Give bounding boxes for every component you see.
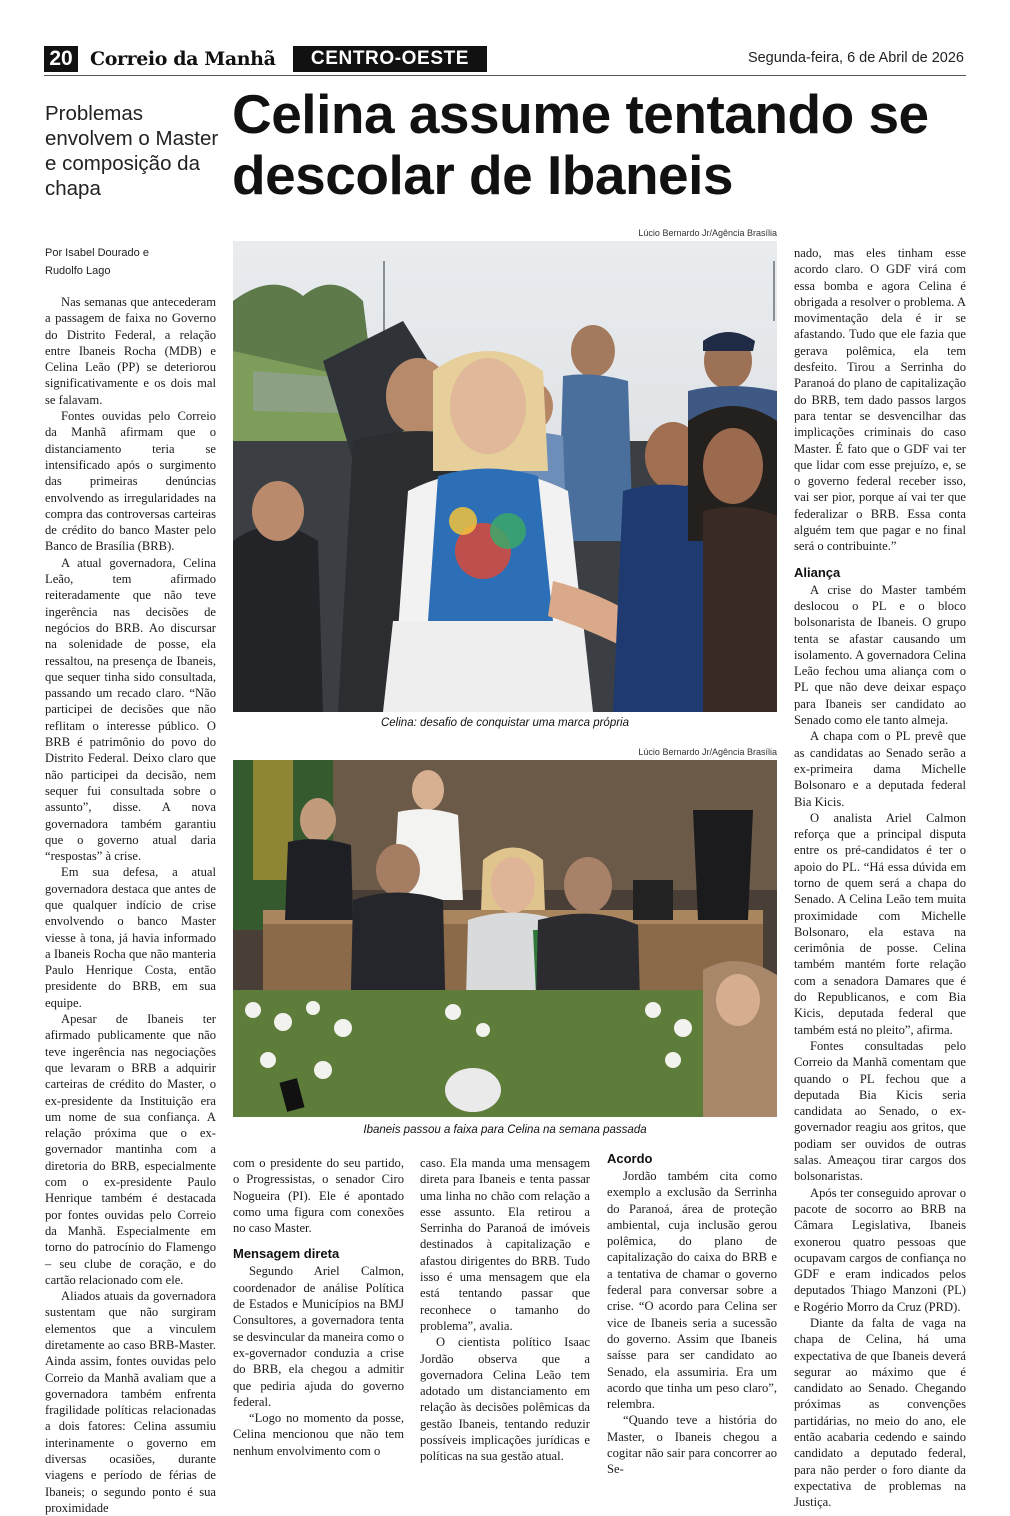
body-paragraph: Diante da falta de vaga na chapa de Celina, há uma expectativa de que Ibaneis deverá segurar ao máximo que é candidato ao Senado. Chegando próximas as convenções partidárias, no meio do ano, ele então acabaria cedendo e saindo candidato a deputado federal, para não perder o foro diante da expectativa de problemas na Justiça. [794, 1316, 966, 1510]
byline-line-2: Rudolfo Lago [45, 265, 111, 277]
masthead-logo: Correio da Manhã [90, 48, 276, 70]
body-paragraph: Fontes consultadas pelo Correio da Manhã comentam que quando o PL fechou que a deputada Bia Kicis seria candidata ao Senado, o ex-governador reagiu aos gritos, que podiam ser ouvidos de outras salas. Ameaçou tirar cargos dos bolsonaristas. [794, 1038, 966, 1184]
body-paragraph: A chapa com o PL prevê que as candidatas ao Senado serão a ex-primeira dama Michelle Bolsonaro e a deputada federal Bia Kicis. [794, 729, 966, 809]
article-column-5 [794, 245, 966, 1511]
body-paragraph: Segundo Ariel Calmon, coordenador de análise Política de Estados e Municípios na BMJ Consultores, a governadora tenta se desvincular da maneira como o ex-governador conduzia a crise do BRB, ela chegou a admitir que pediria ajuda do governo federal. [233, 1264, 404, 1409]
body-paragraph: “Quando teve a história do Master, o Ibaneis chegou a cogitar não sair para concorrer ao Se- [607, 1413, 777, 1477]
body-paragraph: O analista Ariel Calmon reforça que a principal disputa entre os pré-candidatos é ter o apoio do PL. “Há essa dúvida em torno de quem será a chapa do Senado. A Celina Leão tem muita proximidade com Michelle Bolsonaro, ela estava na cerimônia de posse. Celina também mantém forte relação com a senadora Damares que é do Republicanos, e com Bia Kicis, deputada federal que também está no pleito”, afirma. [794, 810, 966, 1037]
subheading-acordo: Acordo [607, 1151, 653, 1166]
photo-sash-ceremony-image [233, 760, 777, 1117]
photo-credit-1: Lúcio Bernardo Jr/Agência Brasília [638, 228, 777, 238]
article-column-1 [45, 294, 216, 1516]
byline-line-1: Por Isabel Dourado e [45, 247, 149, 259]
photo-celina-crowd [233, 241, 777, 712]
photo-sash-ceremony [233, 760, 777, 1117]
body-paragraph: Apesar de Ibaneis ter afirmado publicamente que não teve ingerência nas negociações que levaram o BRB a adquirir carteiras de crédito do Master, o ex-presidente da Instituição era um nome de sua confiança. A relação próxima que o ex-governador mantinha com a diretoria do BRB, especialmente com o ex-presidente Paulo Henrique também é destacada por fontes ouvidas pelo Correio da Manhã. Especialmente em torno do patrocínio do Flamengo – seu clube de coração, e do cartão relacionado com ele. [45, 1012, 216, 1287]
body-paragraph: Fontes ouvidas pelo Correio da Manhã afirmam que o distanciamento teria se intensificado após o surgimento das primeiras denúncias envolvendo as irregularidades na compra das controversas carteiras de crédito do banco Master pelo Banco de Brasília (BRB). [45, 409, 216, 554]
article-column-3 [420, 1155, 590, 1465]
subheading-mensagem-direta: Mensagem direta [233, 1246, 340, 1262]
photo-celina-crowd-image [233, 241, 777, 712]
body-paragraph: nado, mas eles tinham esse acordo claro. O GDF virá com essa bomba e agora Celina é obrigada a resolver o problema. A movimentação dela é ir se afastando. Tudo que ele fazia que gerava polêmica, ela tem desfeito. Tirou a Serrinha do Paranoá do plano de capitalização do BRB, tem dado passos largos para tentar se desvencilhar das implicações criminais do caso Master. É fato que o GDF vai ter que lidar com esse prejuízo, e, se o governo federal receber isso, vai ser pior, porque aí vai ter que federalizar o BRB. Essa conta alguém tem que pagar e no final será o contribuinte.” [794, 246, 966, 554]
subheading-alianca: Aliança [794, 564, 841, 580]
body-paragraph: “Logo no momento da posse, Celina mencionou que não tem nenhum envolvimento com o [233, 1411, 404, 1458]
body-paragraph: A atual governadora, Celina Leão, tem afirmado reiteradamente que não teve ingerência nas decisões de negócios do BRB. Ao discursar na solenidade de posse, ela ressaltou, na presença de Ibaneis, que sequer tinha sido consultada, passando um recado claro. “Não participei de decisões que não reflitam o interesse público. O BRB é patrimônio do povo do Distrito Federal. Deixo claro que não participei da decisão, nem sequer fui consultada sobre o assunto”, disse. A nova governadora também garantiu que o governo atual daria “respostas” à crise. [45, 555, 216, 864]
photo-caption-1: Celina: desafio de conquistar uma marca própria [380, 717, 630, 729]
body-paragraph: Jordão também cita como exemplo a exclusão da Serrinha do Paranoá, área de proteção ambiental, cuja inclusão gerou polêmica, do plano de capitalização do caixa do BRB e a tentativa de chamar o governo federal para conversar sobre a crise. “O acordo para Celina ser vice de Ibaneis seria a sucessão do governo. Assim que Ibaneis saísse para ser candidato ao Senado, ela assumiria. Era um acordo que tinha um peso claro”, relembra. [607, 1169, 777, 1412]
article-headline: Celina assume tentando se descolar de Ibaneis [232, 83, 929, 206]
body-paragraph: Após ter conseguido aprovar o pacote de socorro ao BRB na Câmara Legislativa, Ibaneis exonerou quatro pessoas que ocupavam cargos de confiança no GDF e eram indicados pelos deputados Thiago Manzoni (PL) e Rogério Morro da Cruz (PRD). [794, 1185, 966, 1314]
body-paragraph: caso. Ela manda uma mensagem direta para Ibaneis e tenta passar uma linha no chão com relação a esse assunto. Ela retirou a Serrinha do Paranoá de imóveis destinados à capitalização e afastou dirigentes do BRB. Tudo isso é uma mensagem que ela está tentando passar que reconhece o tamanho do problema”, avalia. [420, 1156, 590, 1333]
article-byline [45, 244, 220, 280]
photo-caption-2: Ibaneis passou a faixa para Celina na semana passada [363, 1124, 647, 1136]
body-paragraph: Aliados atuais da governadora sustentam que não surgiram elementos que a vinculem diretamente ao caso BRB-Master. Ainda assim, fontes ouvidas pelo Correio da Manhã avaliam que a governadora também enfrenta fragilidade políticas relacionadas a dois fatores: Celina assumiu interinamente o governo em diversas ocasiões, durante viagens e período de férias de Ibaneis; o segundo ponto é sua proximidade [45, 1289, 216, 1515]
body-paragraph: Nas semanas que antecederam a passagem de faixa no Governo do Distrito Federal, a relação entre Ibaneis Rocha (MDB) e Celina Leão (PP) se deteriorou significativamente e os dois mal se falavam. [45, 295, 216, 407]
section-label: CENTRO-OESTE [293, 46, 487, 72]
article-kicker: Problemas envolvem o Master e composição da chapa [45, 102, 219, 200]
article-column-4 [607, 1151, 777, 1478]
publication-date: Segunda-feira, 6 de Abril de 2026 [747, 50, 964, 66]
photo-credit-2: Lúcio Bernardo Jr/Agência Brasília [638, 747, 777, 757]
header-divider [44, 75, 966, 76]
body-paragraph: com o presidente do seu partido, o Progressistas, o senador Ciro Nogueira (PI). Ele é apontado como uma figura com conexões no caso Master. [233, 1156, 404, 1236]
body-paragraph: A crise do Master também deslocou o PL e o bloco bolsonarista de Ibaneis. O grupo tenta se afastar causando um isolamento. A governadora Celina Leão fechou uma aliança com o PL que não deve deixar espaço para Ibaneis ser candidato ao Senado como ele tanto almeja. [794, 582, 966, 728]
article-column-2 [233, 1155, 404, 1459]
body-paragraph: Em sua defesa, a atual governadora destaca que antes de que qualquer indício de crise envolvendo o banco Master viesse à tona, já havia informado a Ibaneis Rocha que não manteria Paulo Henrique Costa, então presidente do BRB, em sua equipe. [45, 865, 216, 1010]
page-number: 20 [44, 46, 78, 72]
body-paragraph: O cientista político Isaac Jordão observa que a governadora Celina Leão tem adotado um distanciamento em relação às decisões polêmicas da gestão Ibaneis, tentando reduzir possíveis implicações jurídicas e políticas na sua gestão atual. [420, 1335, 590, 1464]
